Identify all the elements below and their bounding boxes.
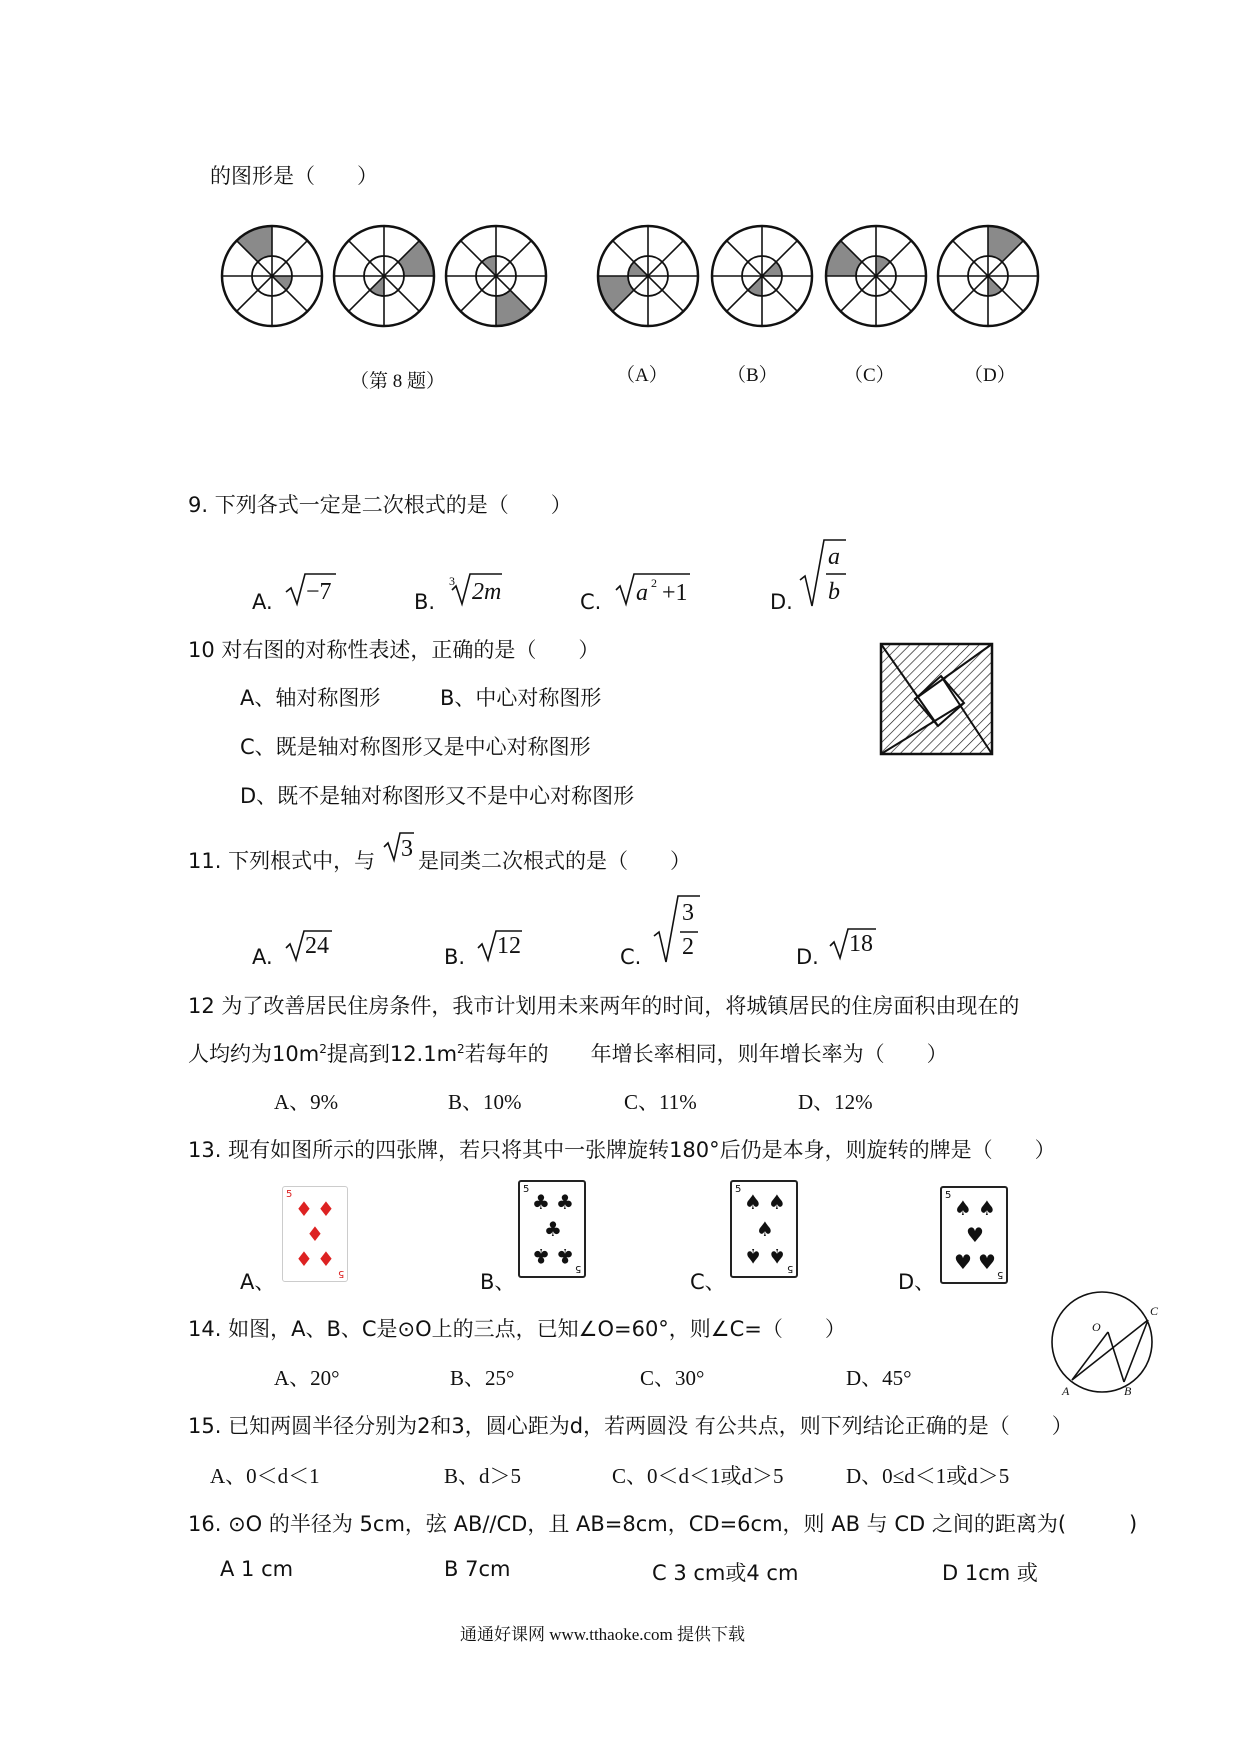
q11-expr-a: 24 (305, 933, 329, 959)
q14-label-b: B (1124, 1384, 1132, 1398)
card-rank: 5 (286, 1189, 293, 1200)
q11-expr-c-den: 2 (682, 934, 694, 960)
diamond-pip: ♦ (295, 1197, 313, 1221)
q11-expr-c-num: 3 (682, 900, 694, 926)
spade-pip: ♠ (756, 1217, 774, 1241)
q14-label-o: O (1092, 1320, 1101, 1334)
q16-stem: 16. ⊙O 的半径为 5cm，弦 AB//CD，且 AB=8cm，CD=6cm，则 AB 与 CD 之间的距离为( ) (188, 1512, 1138, 1536)
q14-option-b: B、25° (450, 1366, 515, 1390)
q14-stem: 14. 如图，A、B、C是⊙O上的三点，已知∠O=60°，则∠C=（ ） (188, 1317, 846, 1341)
q9-expr-c-exp: 2 (651, 576, 657, 590)
card-rank: 5 (574, 1263, 581, 1274)
q11-stem-after: 是同类二次根式的是（ ） (418, 849, 691, 873)
spade-pip: ♠ (744, 1244, 762, 1268)
q14-option-d: D、45° (846, 1366, 912, 1390)
q15-option-c: C、0＜d＜1或d＞5 (612, 1464, 784, 1488)
q12-sup-1: 2 (319, 1042, 327, 1056)
diamond-pip: ♦ (317, 1247, 335, 1271)
card-rank: 5 (996, 1269, 1003, 1280)
card-rank: 5 (786, 1263, 793, 1274)
q9-option-d: D. (770, 590, 793, 614)
club-pip: ♣ (532, 1190, 550, 1214)
q9-expr-c-base: a (636, 580, 648, 606)
spade-pip: ♠ (744, 1190, 762, 1214)
heart-pip: ♥ (966, 1223, 984, 1247)
q9-expr-c-rest: +1 (662, 580, 688, 606)
q14-label-c: C (1150, 1304, 1159, 1318)
fig8-option-c: （C） (844, 365, 895, 386)
q16-option-c: C 3 cm或4 cm (652, 1561, 799, 1585)
club-pip: ♣ (556, 1244, 574, 1268)
club-pip: ♣ (532, 1244, 550, 1268)
q16-option-b: B 7cm (444, 1557, 511, 1581)
q16-option-d: D 1cm 或 (942, 1561, 1038, 1585)
fig8-option-b: （B） (727, 365, 778, 386)
q9-option-a: A. (252, 590, 273, 614)
q9-expr-d-den: b (828, 579, 840, 605)
page-footer: 通通好课网 www.tthaoke.com 提供下载 (460, 1625, 746, 1644)
q10-stem: 10 对右图的对称性表述，正确的是（ ） (188, 638, 600, 662)
q11-option-c: C. (620, 945, 642, 969)
card-rank: 5 (337, 1268, 344, 1279)
club-pip: ♣ (556, 1190, 574, 1214)
q13-stem: 13. 现有如图所示的四张牌，若只将其中一张牌旋转180°后仍是本身，则旋转的牌是（ ） (188, 1138, 1056, 1162)
q11-expr-d: 18 (849, 931, 873, 957)
q13-option-c: C、 (690, 1270, 726, 1294)
q9-expr-b-index: 3 (449, 574, 455, 588)
card-rank: 5 (523, 1184, 530, 1195)
spade-pip: ♠ (768, 1190, 786, 1214)
q14-option-a: A、20° (274, 1366, 340, 1390)
q13-option-b: B、 (480, 1270, 516, 1294)
q16-option-a: A 1 cm (220, 1557, 294, 1581)
q9-option-b: B. (414, 590, 436, 614)
q15-stem: 15. 已知两圆半径分别为2和3，圆心距为d，若两圆没 有公共点，则下列结论正确的是（ ） (188, 1414, 1073, 1438)
q9-expr-d-num: a (828, 544, 840, 570)
card-rank: 5 (735, 1184, 742, 1195)
heart-pip: ♥ (954, 1250, 972, 1274)
q11-option-d: D. (796, 945, 819, 969)
fig8-option-d: （D） (964, 365, 1016, 386)
q11-stem-radicand: 3 (401, 836, 413, 862)
q12-option-d: D、12% (798, 1090, 873, 1114)
q10-option-b: B、中心对称图形 (440, 686, 602, 710)
q15-option-d: D、0≤d＜1或d＞5 (846, 1464, 1010, 1488)
q12-line2-c: 若每年的 年增长率相同，则年增长率为（ ） (464, 1042, 948, 1066)
diamond-pip: ♦ (295, 1247, 313, 1271)
spade-pip: ♠ (978, 1196, 996, 1220)
q12-line2-b: 提高到12.1m (326, 1042, 458, 1066)
diamond-pip: ♦ (317, 1197, 335, 1221)
club-pip: ♣ (544, 1217, 562, 1241)
q9-expr-b: 2m (472, 579, 502, 605)
q12-option-a: A、9% (274, 1090, 339, 1114)
q9-expr-a: −7 (306, 579, 332, 605)
q10-option-d: D、既不是轴对称图形又不是中心对称图形 (240, 784, 635, 808)
q9-option-c: C. (580, 590, 602, 614)
spade-pip: ♠ (954, 1196, 972, 1220)
q11-expr-b: 12 (497, 933, 521, 959)
q14-option-c: C、30° (640, 1366, 705, 1390)
q10-option-c: C、既是轴对称图形又是中心对称图形 (240, 735, 591, 759)
q12-option-b: B、10% (448, 1090, 522, 1114)
heart-pip: ♥ (978, 1250, 996, 1274)
q12-sup-2: 2 (457, 1042, 465, 1056)
card-rank: 5 (945, 1190, 952, 1201)
q11-option-b: B. (444, 945, 466, 969)
q13-option-d: D、 (898, 1270, 936, 1294)
q11-stem-before: 11. 下列根式中，与 (188, 849, 376, 873)
q10-option-a: A、轴对称图形 (240, 686, 381, 710)
q13-option-a: A、 (240, 1270, 276, 1294)
spade-pip: ♠ (768, 1244, 786, 1268)
q15-option-a: A、0＜d＜1 (210, 1464, 320, 1488)
diamond-pip: ♦ (306, 1222, 324, 1246)
question-continuation: 的图形是（ ） (210, 164, 378, 188)
fig8-option-a: （A） (616, 365, 668, 386)
q14-label-a: A (1062, 1384, 1070, 1398)
q9-stem: 9. 下列各式一定是二次根式的是（ ） (188, 493, 572, 517)
q12-line1: 12 为了改善居民住房条件，我市计划用未来两年的时间，将城镇居民的住房面积由现在的 (188, 994, 1020, 1018)
q11-option-a: A. (252, 945, 273, 969)
q15-option-b: B、d＞5 (444, 1464, 522, 1488)
fig8-caption: （第 8 题） (350, 371, 446, 392)
q12-option-c: C、11% (624, 1090, 697, 1114)
q12-line2-a: 人均约为10m (188, 1042, 320, 1066)
